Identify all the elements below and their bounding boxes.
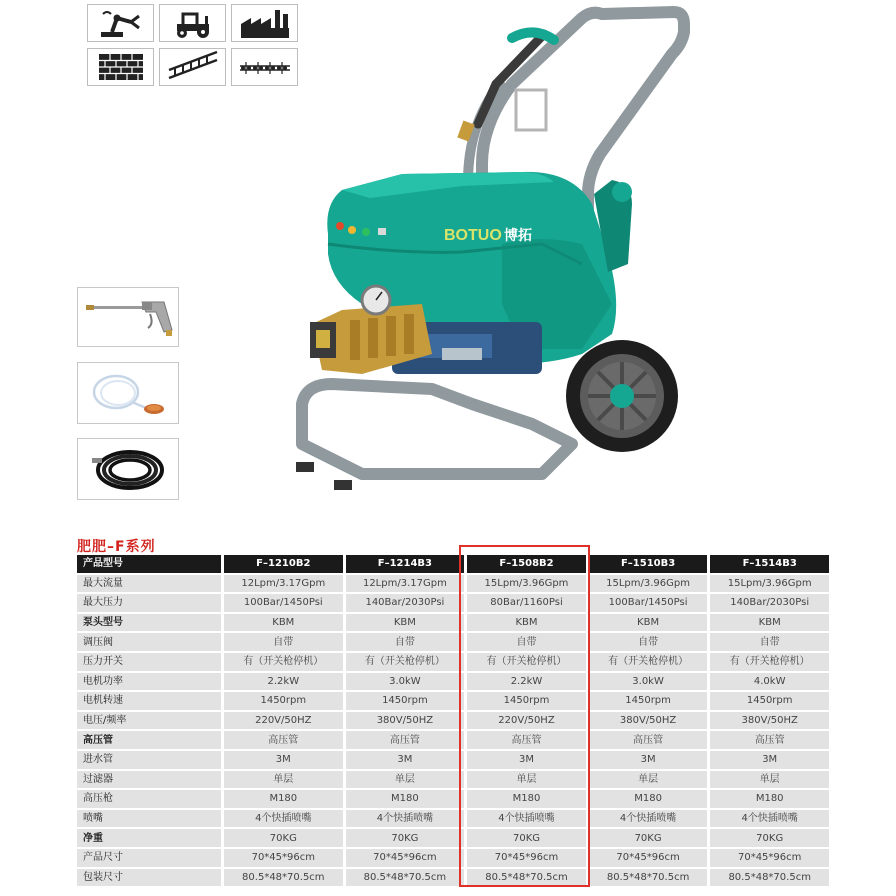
table-cell: 380V/50HZ bbox=[586, 712, 708, 730]
row-label: 产品尺寸 bbox=[77, 849, 221, 867]
table-row bbox=[77, 633, 829, 651]
table-cell: 自带 bbox=[343, 633, 465, 651]
spec-table bbox=[77, 553, 829, 888]
table-cell: 单层 bbox=[707, 771, 829, 789]
table-cell: 70*45*96cm bbox=[221, 849, 343, 867]
table-cell: M180 bbox=[586, 790, 708, 808]
row-label: 最大压力 bbox=[77, 594, 221, 612]
table-cell: 有（开关枪停机） bbox=[343, 653, 465, 671]
table-row bbox=[77, 751, 829, 769]
car-wash-robot-icon-box bbox=[87, 4, 154, 42]
table-row bbox=[77, 771, 829, 789]
row-label: 调压阀 bbox=[77, 633, 221, 651]
brick-wall-icon bbox=[93, 50, 149, 84]
table-cell: 高压管 bbox=[464, 731, 586, 749]
high-pressure-hose-box bbox=[77, 438, 179, 500]
table-cell: 3.0kW bbox=[586, 673, 708, 691]
table-cell: 12Lpm/3.17Gpm bbox=[343, 575, 465, 593]
table-cell: 自带 bbox=[707, 633, 829, 651]
spec-body bbox=[77, 575, 829, 887]
table-cell: 15Lpm/3.96Gpm bbox=[586, 575, 708, 593]
table-cell: KBM bbox=[707, 614, 829, 632]
table-row bbox=[77, 575, 829, 593]
table-cell: 380V/50HZ bbox=[343, 712, 465, 730]
table-row bbox=[77, 594, 829, 612]
table-cell: 1450rpm bbox=[221, 692, 343, 710]
ladder-icon bbox=[165, 50, 221, 84]
table-cell: 单层 bbox=[343, 771, 465, 789]
spray-gun-box bbox=[77, 287, 179, 347]
table-cell: 80.5*48*70.5cm bbox=[221, 869, 343, 887]
brand-logo-cn: 博拓 bbox=[504, 228, 532, 244]
table-cell: 1450rpm bbox=[707, 692, 829, 710]
table-cell: 15Lpm/3.96Gpm bbox=[464, 575, 586, 593]
table-cell: 自带 bbox=[221, 633, 343, 651]
table-cell: 4.0kW bbox=[707, 673, 829, 691]
table-cell: 1450rpm bbox=[343, 692, 465, 710]
spec-header-row bbox=[77, 555, 829, 573]
table-cell: 70KG bbox=[343, 829, 465, 847]
table-cell: KBM bbox=[464, 614, 586, 632]
row-label: 净重 bbox=[77, 829, 221, 847]
spray-gun-icon bbox=[80, 292, 176, 342]
table-cell: M180 bbox=[707, 790, 829, 808]
row-label: 高压枪 bbox=[77, 790, 221, 808]
table-cell: 有（开关枪停机） bbox=[707, 653, 829, 671]
table-cell: 2.2kW bbox=[464, 673, 586, 691]
table-row bbox=[77, 712, 829, 730]
row-label: 高压管 bbox=[77, 731, 221, 749]
table-cell: 1450rpm bbox=[586, 692, 708, 710]
table-cell: 140Bar/2030Psi bbox=[343, 594, 465, 612]
table-cell: 80Bar/1160Psi bbox=[464, 594, 586, 612]
table-cell: 80.5*48*70.5cm bbox=[343, 869, 465, 887]
table-row bbox=[77, 653, 829, 671]
table-cell: 220V/50HZ bbox=[464, 712, 586, 730]
table-cell: 自带 bbox=[586, 633, 708, 651]
table-cell: 220V/50HZ bbox=[221, 712, 343, 730]
table-cell: 140Bar/2030Psi bbox=[707, 594, 829, 612]
table-cell: 70KG bbox=[707, 829, 829, 847]
series-title: 肥肥–F系列 bbox=[77, 539, 156, 555]
table-cell: 4个快插喷嘴 bbox=[707, 810, 829, 828]
row-label: 包装尺寸 bbox=[77, 869, 221, 887]
table-cell: 3.0kW bbox=[343, 673, 465, 691]
table-cell: 4个快插喷嘴 bbox=[343, 810, 465, 828]
table-cell: 15Lpm/3.96Gpm bbox=[707, 575, 829, 593]
tractor-icon-box bbox=[159, 4, 226, 42]
table-cell: 70*45*96cm bbox=[586, 849, 708, 867]
table-row bbox=[77, 731, 829, 749]
table-cell: 自带 bbox=[464, 633, 586, 651]
water-inlet-hose-icon bbox=[80, 366, 176, 420]
table-cell: 有（开关枪停机） bbox=[464, 653, 586, 671]
tractor-icon bbox=[165, 6, 221, 40]
header-model: F–1210B2 bbox=[221, 555, 343, 573]
row-label: 泵头型号 bbox=[77, 614, 221, 632]
table-cell: 70KG bbox=[221, 829, 343, 847]
table-cell: 12Lpm/3.17Gpm bbox=[221, 575, 343, 593]
ladder-icon-box bbox=[159, 48, 226, 86]
table-cell: 2.2kW bbox=[221, 673, 343, 691]
table-cell: M180 bbox=[343, 790, 465, 808]
table-cell: 80.5*48*70.5cm bbox=[464, 869, 586, 887]
table-cell: 3M bbox=[221, 751, 343, 769]
table-cell: KBM bbox=[343, 614, 465, 632]
table-cell: M180 bbox=[464, 790, 586, 808]
header-model: F–1514B3 bbox=[707, 555, 829, 573]
table-cell: 3M bbox=[343, 751, 465, 769]
header-model: F–1214B3 bbox=[343, 555, 465, 573]
table-cell: 4个快插喷嘴 bbox=[464, 810, 586, 828]
table-cell: 80.5*48*70.5cm bbox=[586, 869, 708, 887]
table-cell: 单层 bbox=[586, 771, 708, 789]
table-row bbox=[77, 849, 829, 867]
table-cell: 3M bbox=[586, 751, 708, 769]
row-label: 过滤器 bbox=[77, 771, 221, 789]
table-cell: 3M bbox=[464, 751, 586, 769]
table-cell: 高压管 bbox=[221, 731, 343, 749]
row-label: 最大流量 bbox=[77, 575, 221, 593]
table-cell: 100Bar/1450Psi bbox=[586, 594, 708, 612]
table-cell: 1450rpm bbox=[464, 692, 586, 710]
table-cell: 有（开关枪停机） bbox=[221, 653, 343, 671]
water-inlet-hose-box bbox=[77, 362, 179, 424]
table-cell: 3M bbox=[707, 751, 829, 769]
row-label: 喷嘴 bbox=[77, 810, 221, 828]
table-cell: 70KG bbox=[586, 829, 708, 847]
car-wash-robot-icon bbox=[93, 6, 149, 40]
table-cell: 70*45*96cm bbox=[464, 849, 586, 867]
header-model: F–1508B2 bbox=[464, 555, 586, 573]
row-label: 电机转速 bbox=[77, 692, 221, 710]
row-label: 电机功率 bbox=[77, 673, 221, 691]
table-cell: KBM bbox=[586, 614, 708, 632]
table-cell: 70*45*96cm bbox=[343, 849, 465, 867]
table-row bbox=[77, 869, 829, 887]
high-pressure-hose-icon bbox=[80, 442, 176, 496]
brand-logo-text: BOTUO bbox=[444, 227, 502, 244]
pressure-washer-image bbox=[282, 4, 702, 496]
table-cell: M180 bbox=[221, 790, 343, 808]
table-cell: 高压管 bbox=[707, 731, 829, 749]
table-row bbox=[77, 829, 829, 847]
table-row bbox=[77, 614, 829, 632]
brick-wall-icon-box bbox=[87, 48, 154, 86]
row-label: 压力开关 bbox=[77, 653, 221, 671]
header-model: F–1510B3 bbox=[586, 555, 708, 573]
highlighted-model-frame bbox=[459, 545, 590, 887]
table-cell: 100Bar/1450Psi bbox=[221, 594, 343, 612]
table-row bbox=[77, 692, 829, 710]
table-row bbox=[77, 673, 829, 691]
table-cell: 70*45*96cm bbox=[707, 849, 829, 867]
row-label: 进水管 bbox=[77, 751, 221, 769]
table-cell: 高压管 bbox=[586, 731, 708, 749]
table-cell: KBM bbox=[221, 614, 343, 632]
table-cell: 4个快插喷嘴 bbox=[586, 810, 708, 828]
table-row bbox=[77, 790, 829, 808]
table-cell: 单层 bbox=[221, 771, 343, 789]
table-cell: 70KG bbox=[464, 829, 586, 847]
table-cell: 380V/50HZ bbox=[707, 712, 829, 730]
row-label: 电压/频率 bbox=[77, 712, 221, 730]
table-cell: 80.5*48*70.5cm bbox=[707, 869, 829, 887]
table-cell: 有（开关枪停机） bbox=[586, 653, 708, 671]
table-row bbox=[77, 810, 829, 828]
header-label: 产品型号 bbox=[77, 555, 221, 573]
table-cell: 单层 bbox=[464, 771, 586, 789]
table-cell: 4个快插喷嘴 bbox=[221, 810, 343, 828]
table-cell: 高压管 bbox=[343, 731, 465, 749]
